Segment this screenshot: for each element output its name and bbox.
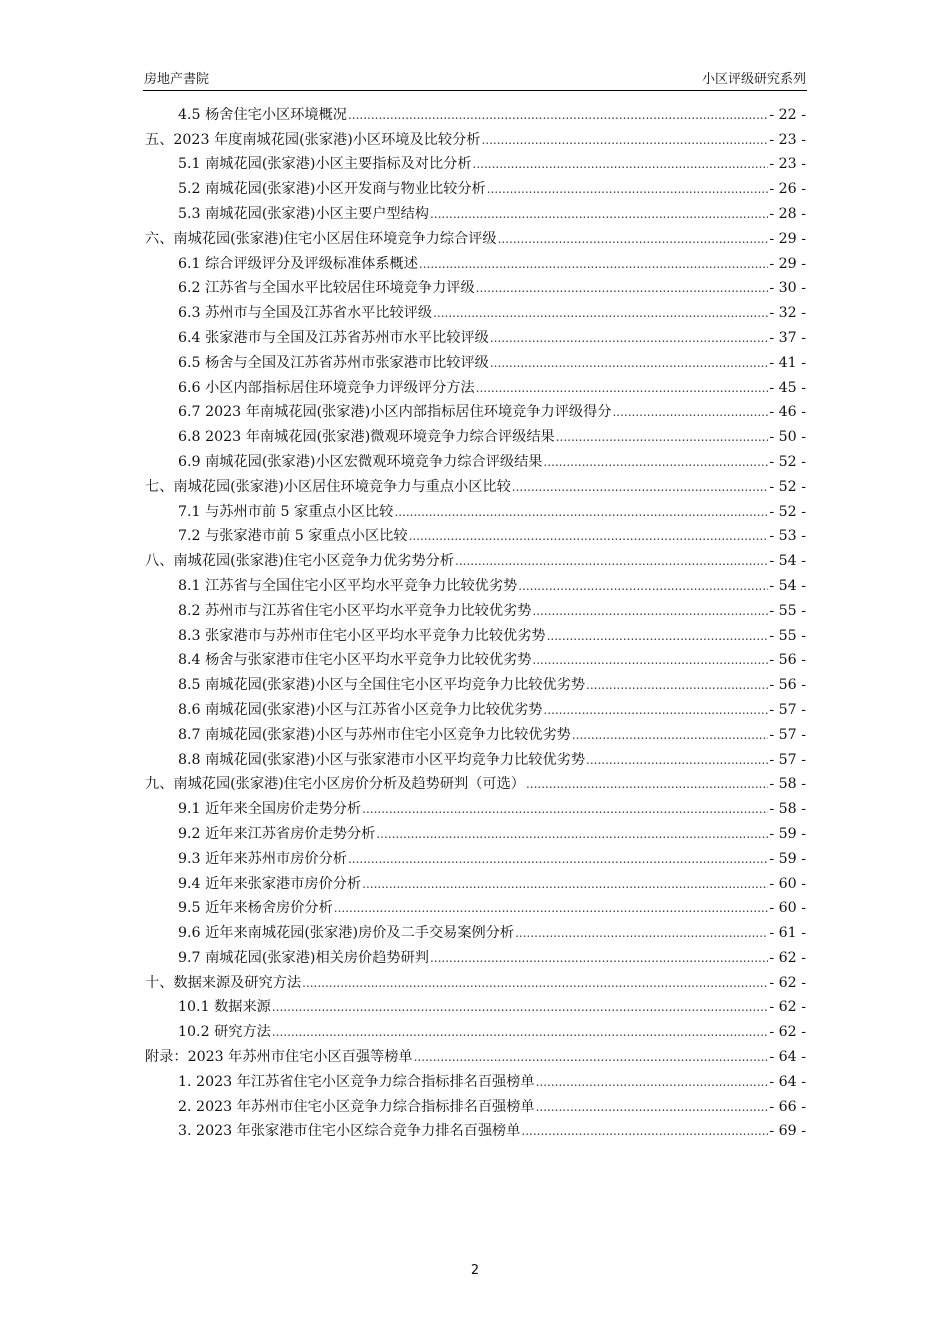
toc-leader-dots	[348, 850, 768, 868]
toc-entry[interactable]	[145, 917, 806, 942]
toc-entry[interactable]	[145, 322, 806, 347]
toc-entry[interactable]	[145, 297, 806, 322]
toc-entry-title: 十、数据来源及研究方法	[145, 974, 302, 991]
toc-entry[interactable]	[145, 893, 806, 918]
toc-entry-title: 9.7 南城花园(张家港)相关房价趋势研判	[178, 949, 429, 966]
toc-leader-dots	[536, 1098, 769, 1116]
toc-entry-page: - 64 -	[769, 1073, 806, 1090]
toc-entry-page: - 60 -	[769, 900, 806, 917]
toc-entry-page: - 52 -	[769, 503, 806, 520]
toc-entry[interactable]	[145, 942, 806, 967]
toc-leader-dots	[394, 503, 768, 521]
toc-entry-page: - 55 -	[769, 602, 806, 619]
toc-entry-page: - 22 -	[769, 106, 806, 123]
toc-leader-dots	[572, 726, 768, 744]
toc-entry-page: - 29 -	[769, 230, 806, 247]
toc-entry-page: - 50 -	[769, 429, 806, 446]
toc-entry-title: 6.2 江苏省与全国水平比较居住环境竞争力评级	[178, 280, 475, 297]
toc-entry[interactable]	[145, 198, 806, 223]
toc-entry-title: 6.4 张家港市与全国及江苏省苏州市水平比较评级	[178, 329, 489, 346]
toc-leader-dots	[409, 527, 769, 545]
toc-entry[interactable]	[145, 496, 806, 521]
toc-entry-title: 六、南城花园(张家港)住宅小区居住环境竞争力综合评级	[145, 230, 497, 247]
toc-leader-dots	[543, 453, 768, 471]
toc-entry[interactable]	[145, 744, 806, 769]
toc-entry[interactable]	[145, 521, 806, 546]
toc-entry-page: - 29 -	[769, 255, 806, 272]
toc-leader-dots	[362, 875, 768, 893]
toc-leader-dots	[272, 998, 768, 1016]
toc-entry[interactable]	[145, 1041, 806, 1066]
toc-entry-page: - 46 -	[769, 404, 806, 421]
toc-leader-dots	[532, 651, 768, 669]
toc-entry-title: 8.8 南城花园(张家港)小区与张家港市小区平均竞争力比较优劣势	[178, 751, 586, 768]
toc-leader-dots	[556, 428, 769, 446]
toc-entry-page: - 62 -	[769, 999, 806, 1016]
toc-entry-page: - 62 -	[769, 949, 806, 966]
toc-entry[interactable]	[145, 818, 806, 843]
toc-entry[interactable]	[145, 967, 806, 992]
toc-entry[interactable]	[145, 347, 806, 372]
toc-entry-title: 1. 2023 年江苏省住宅小区竞争力综合指标排名百强榜单	[178, 1073, 535, 1090]
toc-entry-title: 9.2 近年来江苏省房价走势分析	[178, 825, 376, 842]
toc-leader-dots	[433, 304, 768, 322]
toc-entry-page: - 54 -	[769, 577, 806, 594]
toc-entry-title: 8.3 张家港市与苏州市住宅小区平均水平竞争力比较优劣势	[178, 627, 546, 644]
toc-leader-dots	[526, 775, 768, 793]
toc-entry[interactable]	[145, 1066, 806, 1091]
header-publisher: 房地产書院	[144, 72, 210, 87]
toc-entry-title: 9.6 近年来南城花园(张家港)房价及二手交易案例分析	[178, 925, 515, 942]
toc-leader-dots	[547, 627, 769, 645]
toc-entry-title: 4.5 杨舍住宅小区环境概况	[178, 106, 347, 123]
toc-entry-title: 九、南城花园(张家港)住宅小区房价分析及趋势研判（可选）	[145, 776, 525, 793]
toc-entry-title: 9.3 近年来苏州市房价分析	[178, 850, 347, 867]
toc-leader-dots	[334, 899, 769, 917]
toc-entry-page: - 37 -	[769, 329, 806, 346]
toc-entry-title: 9.1 近年来全国房价走势分析	[178, 801, 362, 818]
toc-entry-title: 6.7 2023 年南城花园(张家港)小区内部指标居住环境竞争力评级得分	[178, 404, 612, 421]
toc-entry-page: - 55 -	[769, 627, 806, 644]
toc-leader-dots	[586, 676, 768, 694]
toc-leader-dots	[473, 155, 769, 173]
toc-leader-dots	[521, 1122, 768, 1140]
toc-entry-title: 附录：2023 年苏州市住宅小区百强等榜单	[145, 1049, 413, 1066]
table-of-contents	[145, 99, 806, 1140]
toc-entry-page: - 26 -	[769, 181, 806, 198]
toc-entry-page: - 32 -	[769, 305, 806, 322]
toc-entry-title: 7.1 与苏州市前 5 家重点小区比较	[178, 503, 394, 520]
toc-entry-title: 8.4 杨舍与张家港市住宅小区平均水平竞争力比较优劣势	[178, 652, 532, 669]
toc-entry-title: 10.2 研究方法	[178, 1024, 271, 1041]
toc-entry[interactable]	[145, 719, 806, 744]
toc-entry[interactable]	[145, 1016, 806, 1041]
toc-entry-page: - 54 -	[769, 553, 806, 570]
toc-entry-title: 9.4 近年来张家港市房价分析	[178, 875, 362, 892]
toc-entry-title: 6.8 2023 年南城花园(张家港)微观环境竞争力综合评级结果	[178, 429, 555, 446]
toc-entry-title: 8.1 江苏省与全国住宅小区平均水平竞争力比较优劣势	[178, 577, 518, 594]
toc-entry-page: - 62 -	[769, 1024, 806, 1041]
toc-entry-title: 6.9 南城花园(张家港)小区宏微观环境竞争力综合评级结果	[178, 453, 543, 470]
toc-entry[interactable]	[145, 694, 806, 719]
toc-entry[interactable]	[145, 471, 806, 496]
toc-leader-dots	[376, 825, 768, 843]
toc-entry-title: 8.7 南城花园(张家港)小区与苏州市住宅小区竞争力比较优劣势	[178, 726, 571, 743]
toc-entry-title: 10.1 数据来源	[178, 999, 271, 1016]
toc-entry[interactable]	[145, 669, 806, 694]
toc-entry-title: 八、南城花园(张家港)住宅小区竞争力优劣势分析	[145, 553, 455, 570]
toc-entry-page: - 59 -	[769, 825, 806, 842]
toc-entry-page: - 58 -	[769, 776, 806, 793]
toc-entry[interactable]	[145, 645, 806, 670]
toc-entry-page: - 52 -	[769, 478, 806, 495]
toc-entry-title: 2. 2023 年苏州市住宅小区竞争力综合指标排名百强榜单	[178, 1098, 535, 1115]
toc-entry-page: - 60 -	[769, 875, 806, 892]
toc-entry-title: 8.2 苏州市与江苏省住宅小区平均水平竞争力比较优劣势	[178, 602, 532, 619]
toc-entry[interactable]	[145, 248, 806, 273]
toc-entry[interactable]	[145, 992, 806, 1017]
toc-leader-dots	[487, 180, 769, 198]
toc-entry-page: - 57 -	[769, 726, 806, 743]
toc-leader-dots	[419, 255, 768, 273]
toc-entry[interactable]	[145, 421, 806, 446]
toc-leader-dots	[430, 949, 768, 967]
toc-leader-dots	[362, 800, 768, 818]
toc-leader-dots	[515, 924, 768, 942]
toc-leader-dots	[481, 131, 768, 149]
toc-entry-title: 3. 2023 年张家港市住宅小区综合竞争力排名百强榜单	[178, 1123, 521, 1140]
toc-leader-dots	[272, 1023, 768, 1041]
toc-entry-page: - 41 -	[769, 354, 806, 371]
toc-leader-dots	[490, 329, 769, 347]
toc-leader-dots	[302, 974, 768, 992]
toc-entry-title: 8.6 南城花园(张家港)小区与江苏省小区竞争力比较优劣势	[178, 701, 543, 718]
toc-entry[interactable]	[145, 173, 806, 198]
toc-leader-dots	[430, 205, 768, 223]
toc-entry[interactable]	[145, 223, 806, 248]
toc-entry-title: 5.3 南城花园(张家港)小区主要户型结构	[178, 205, 429, 222]
toc-entry[interactable]	[145, 1116, 806, 1141]
toc-entry-page: - 45 -	[769, 379, 806, 396]
header-series-title: 小区评级研究系列	[701, 72, 806, 87]
toc-entry-page: - 23 -	[769, 156, 806, 173]
toc-entry-title: 8.5 南城花园(张家港)小区与全国住宅小区平均竞争力比较优劣势	[178, 677, 586, 694]
toc-leader-dots	[348, 106, 768, 124]
toc-entry-page: - 69 -	[769, 1123, 806, 1140]
page-number: 2	[470, 1263, 480, 1278]
toc-entry-title: 6.1 综合评级评分及评级标准体系概述	[178, 255, 418, 272]
toc-entry-page: - 23 -	[769, 131, 806, 148]
toc-entry-page: - 58 -	[769, 801, 806, 818]
toc-leader-dots	[518, 577, 768, 595]
toc-leader-dots	[455, 552, 768, 570]
toc-entry-page: - 57 -	[769, 701, 806, 718]
toc-entry-page: - 66 -	[769, 1098, 806, 1115]
toc-entry-title: 6.3 苏州市与全国及江苏省水平比较评级	[178, 305, 433, 322]
toc-entry-page: - 61 -	[769, 925, 806, 942]
toc-entry-title: 7.2 与张家港市前 5 家重点小区比较	[178, 528, 408, 545]
toc-leader-dots	[536, 1073, 769, 1091]
toc-entry-page: - 62 -	[769, 974, 806, 991]
toc-entry-page: - 28 -	[769, 205, 806, 222]
toc-entry[interactable]	[145, 99, 806, 124]
toc-leader-dots	[414, 1048, 769, 1066]
toc-leader-dots	[476, 379, 769, 397]
toc-entry-page: - 57 -	[769, 751, 806, 768]
toc-leader-dots	[543, 701, 768, 719]
toc-entry-title: 6.6 小区内部指标居住环境竞争力评级评分方法	[178, 379, 475, 396]
toc-entry[interactable]	[145, 372, 806, 397]
toc-entry[interactable]	[145, 124, 806, 149]
toc-leader-dots	[490, 354, 769, 372]
toc-entry-title: 七、南城花园(张家港)小区居住环境竞争力与重点小区比较	[145, 478, 511, 495]
toc-entry[interactable]	[145, 545, 806, 570]
toc-entry-page: - 30 -	[769, 280, 806, 297]
toc-entry[interactable]	[145, 149, 806, 174]
toc-leader-dots	[498, 230, 769, 248]
toc-entry[interactable]	[145, 843, 806, 868]
toc-entry-page: - 64 -	[769, 1049, 806, 1066]
toc-leader-dots	[586, 751, 768, 769]
toc-entry[interactable]	[145, 397, 806, 422]
toc-leader-dots	[512, 478, 769, 496]
toc-entry-title: 6.5 杨舍与全国及江苏省苏州市张家港市比较评级	[178, 354, 489, 371]
toc-entry[interactable]	[145, 620, 806, 645]
toc-entry-page: - 56 -	[769, 652, 806, 669]
toc-entry-page: - 59 -	[769, 850, 806, 867]
toc-entry[interactable]	[145, 1091, 806, 1116]
page-header	[143, 66, 807, 91]
toc-entry-page: - 56 -	[769, 677, 806, 694]
toc-entry[interactable]	[145, 570, 806, 595]
toc-entry-title: 5.2 南城花园(张家港)小区开发商与物业比较分析	[178, 181, 486, 198]
toc-entry-title: 5.1 南城花园(张家港)小区主要指标及对比分析	[178, 156, 472, 173]
toc-leader-dots	[532, 602, 768, 620]
toc-entry[interactable]	[145, 446, 806, 471]
toc-entry[interactable]	[145, 793, 806, 818]
toc-entry-title: 五、2023 年度南城花园(张家港)小区环境及比较分析	[145, 131, 481, 148]
toc-entry-title: 9.5 近年来杨舍房价分析	[178, 900, 333, 917]
toc-leader-dots	[612, 403, 768, 421]
toc-entry-page: - 52 -	[769, 453, 806, 470]
toc-leader-dots	[476, 279, 769, 297]
toc-entry[interactable]	[145, 868, 806, 893]
toc-entry-page: - 53 -	[769, 528, 806, 545]
toc-entry[interactable]	[145, 595, 806, 620]
toc-entry[interactable]	[145, 769, 806, 794]
toc-entry[interactable]	[145, 273, 806, 298]
